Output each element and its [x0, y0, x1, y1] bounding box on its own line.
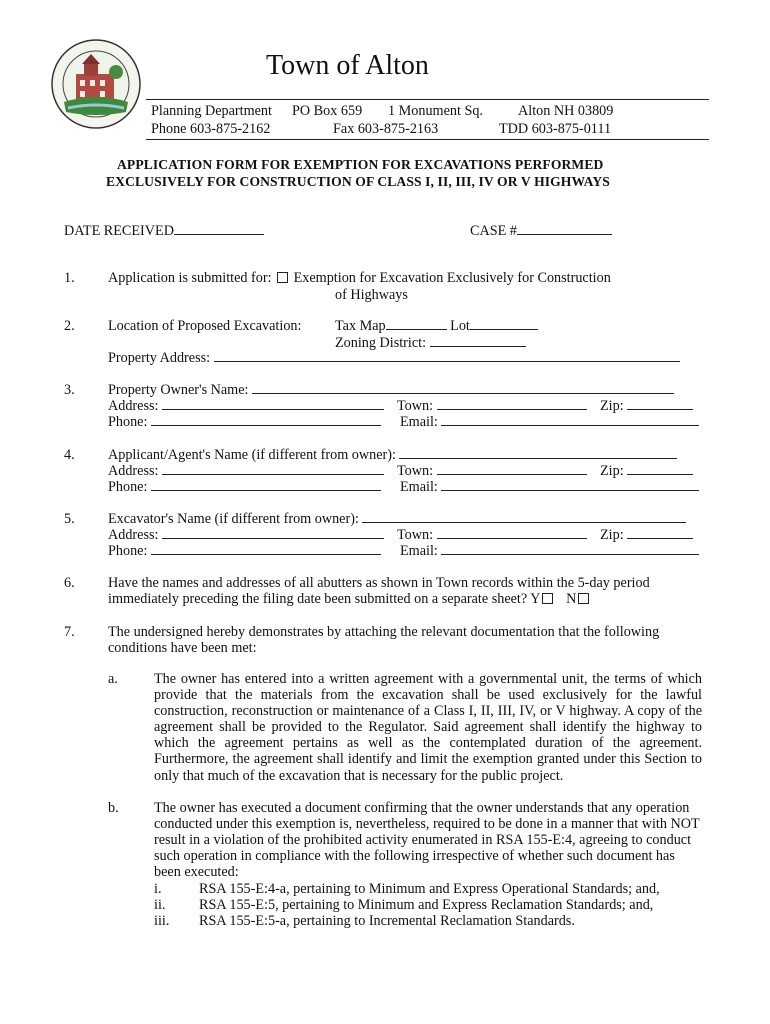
excavator-zip-field[interactable]: [627, 537, 693, 539]
applicant-email-field[interactable]: [441, 489, 699, 491]
sub-item-i-text: RSA 155-E:4-a, pertaining to Minimum and Express Operational Standards; and,: [199, 881, 660, 897]
yes-checkbox[interactable]: [542, 593, 553, 604]
excavator-town: [397, 527, 587, 543]
owner-phone-label: Phone:: [108, 414, 148, 430]
item-7-line1: The undersigned hereby demonstrates by attaching the relevant documentation that the following: [108, 624, 660, 640]
condition-a-text: The owner has entered into a written agreement with a governmental unit, the terms of which provide that the materials from the excavation shall be used exclusively for the lawful construction, reconstruction or maintenance of a Class I, II, III, IV, or V highway. A copy of the agreement shall be provided to the Regulator. Said agreement shall identify the highway to which the agreement pertains as well as the contemplated duration of the agreement. Furthermore, the agreement shall identify and limit the exemption granted under this Section to only that much of the excavation that is necessary for the public project.: [154, 671, 702, 784]
item-6-line1: Have the names and addresses of all abutters as shown in Town records within the 5-day period: [108, 575, 650, 591]
case-number-label: CASE #: [470, 223, 517, 239]
applicant-address-field[interactable]: [162, 473, 384, 475]
excavator-zip: [600, 527, 693, 543]
applicant-name: [108, 447, 677, 463]
owner-email-field[interactable]: [441, 424, 699, 426]
exemption-option-cont: of Highways: [335, 287, 408, 303]
owner-name: [108, 382, 674, 398]
item-6-question: immediately preceding the filing date been submitted on a separate sheet?: [108, 591, 528, 607]
header-tdd: TDD 603-875-0111: [499, 121, 612, 137]
property-address-label: Property Address:: [108, 350, 211, 366]
item-2-label: Location of Proposed Excavation:: [108, 318, 302, 334]
applicant-address: [108, 463, 384, 479]
header-rule-top: [146, 99, 709, 100]
sub-item-iii-text: RSA 155-E:5-a, pertaining to Incremental Reclamation Standards.: [199, 913, 575, 929]
applicant-zip: [600, 463, 693, 479]
applicant-phone-label: Phone:: [108, 479, 148, 495]
zoning-district: [335, 335, 526, 351]
zoning-field[interactable]: [430, 345, 526, 347]
item-1-text: [108, 270, 611, 286]
excavator-town-field[interactable]: [437, 537, 587, 539]
item-6-line2: [108, 591, 591, 607]
zoning-label: Zoning District:: [335, 335, 427, 351]
tax-map-field[interactable]: [386, 328, 447, 330]
excavator-email: [400, 543, 699, 559]
applicant-address-label: Address:: [108, 463, 159, 479]
owner-town: [397, 398, 587, 414]
item-1-number: 1.: [64, 270, 75, 286]
item-2-number: 2.: [64, 318, 75, 334]
applicant-email: [400, 479, 699, 495]
applicant-town-label: Town:: [397, 463, 434, 479]
owner-zip-label: Zip:: [600, 398, 624, 414]
excavator-phone-label: Phone:: [108, 543, 148, 559]
tax-map-label: Tax Map: [335, 318, 386, 334]
property-address: [108, 350, 680, 366]
excavator-name-label: Excavator's Name (if different from owner):: [108, 511, 359, 527]
case-number: [470, 223, 612, 239]
date-received-field[interactable]: [174, 233, 264, 235]
item-1-label: Application is submitted for:: [108, 270, 272, 286]
excavator-address-field[interactable]: [162, 537, 384, 539]
header-fax: Fax 603-875-2163: [333, 121, 439, 137]
applicant-phone: [108, 479, 381, 495]
sub-item-i-label: i.: [154, 881, 162, 897]
applicant-name-field[interactable]: [399, 457, 677, 459]
item-4-number: 4.: [64, 447, 75, 463]
item-7-line2: conditions have been met:: [108, 640, 257, 656]
applicant-town-field[interactable]: [437, 473, 587, 475]
condition-b-text: The owner has executed a document confirming that the owner understands that any operation conducted under this exemption is, nevertheless, required to be done in a manner that with NOT result in a violation of the prohibited activity enumerated in RSA 155-E:4, agreeing to conduct such operation in compliance with the following irrespective of whether such document has been executed:: [154, 800, 700, 881]
item-5-number: 5.: [64, 511, 75, 527]
exemption-checkbox[interactable]: [277, 272, 288, 283]
town-title: Town of Alton: [266, 50, 429, 81]
owner-town-field[interactable]: [437, 408, 587, 410]
sub-item-ii-text: RSA 155-E:5, pertaining to Minimum and Express Reclamation Standards; and,: [199, 897, 654, 913]
excavator-zip-label: Zip:: [600, 527, 624, 543]
excavator-phone-field[interactable]: [151, 553, 381, 555]
property-address-field[interactable]: [214, 360, 680, 362]
header-po-box: PO Box 659: [292, 103, 363, 119]
item-6-number: 6.: [64, 575, 75, 591]
sub-item-iii-label: iii.: [154, 913, 170, 929]
excavator-name-field[interactable]: [362, 521, 686, 523]
excavator-email-field[interactable]: [441, 553, 699, 555]
item-3-number: 3.: [64, 382, 75, 398]
header-rule-bottom: [146, 139, 709, 140]
applicant-zip-field[interactable]: [627, 473, 693, 475]
owner-name-label: Property Owner's Name:: [108, 382, 249, 398]
owner-phone: [108, 414, 381, 430]
date-received-label: DATE RECEIVED: [64, 223, 174, 239]
applicant-phone-field[interactable]: [151, 489, 381, 491]
case-number-field[interactable]: [517, 233, 612, 235]
date-received: [64, 223, 264, 239]
applicant-name-label: Applicant/Agent's Name (if different from owner):: [108, 447, 396, 463]
excavator-address: [108, 527, 384, 543]
exemption-option: Exemption for Excavation Exclusively for Construction: [293, 270, 611, 286]
header-phone: Phone 603-875-2162: [151, 121, 271, 137]
lot-field[interactable]: [470, 328, 538, 330]
applicant-town: [397, 463, 587, 479]
header-street: 1 Monument Sq.: [388, 103, 483, 119]
owner-email: [400, 414, 699, 430]
owner-zip: [600, 398, 693, 414]
tax-map-lot: [335, 318, 538, 334]
lot-label: Lot: [450, 318, 470, 334]
item-7-number: 7.: [64, 624, 75, 640]
owner-phone-field[interactable]: [151, 424, 381, 426]
town-seal: [50, 38, 142, 130]
applicant-email-label: Email:: [400, 479, 438, 495]
owner-address: [108, 398, 384, 414]
condition-a-label: a.: [108, 671, 118, 687]
excavator-address-label: Address:: [108, 527, 159, 543]
owner-name-field[interactable]: [252, 392, 674, 394]
sub-item-ii-label: ii.: [154, 897, 166, 913]
excavator-town-label: Town:: [397, 527, 434, 543]
owner-email-label: Email:: [400, 414, 438, 430]
applicant-zip-label: Zip:: [600, 463, 624, 479]
condition-b-label: b.: [108, 800, 119, 816]
owner-zip-field[interactable]: [627, 408, 693, 410]
owner-address-field[interactable]: [162, 408, 384, 410]
owner-address-label: Address:: [108, 398, 159, 414]
header-department: Planning Department: [151, 103, 272, 119]
form-title-line1: APPLICATION FORM FOR EXEMPTION FOR EXCAVATIONS PERFORMED: [117, 157, 604, 172]
form-title-line2: EXCLUSIVELY FOR CONSTRUCTION OF CLASS I, II, III, IV OR V HIGHWAYS: [106, 174, 610, 189]
owner-town-label: Town:: [397, 398, 434, 414]
header-city: Alton NH 03809: [518, 103, 614, 119]
no-checkbox[interactable]: [578, 593, 589, 604]
excavator-phone: [108, 543, 381, 559]
yes-label: Y: [530, 591, 541, 607]
excavator-email-label: Email:: [400, 543, 438, 559]
no-label: N: [566, 591, 577, 607]
excavator-name: [108, 511, 686, 527]
